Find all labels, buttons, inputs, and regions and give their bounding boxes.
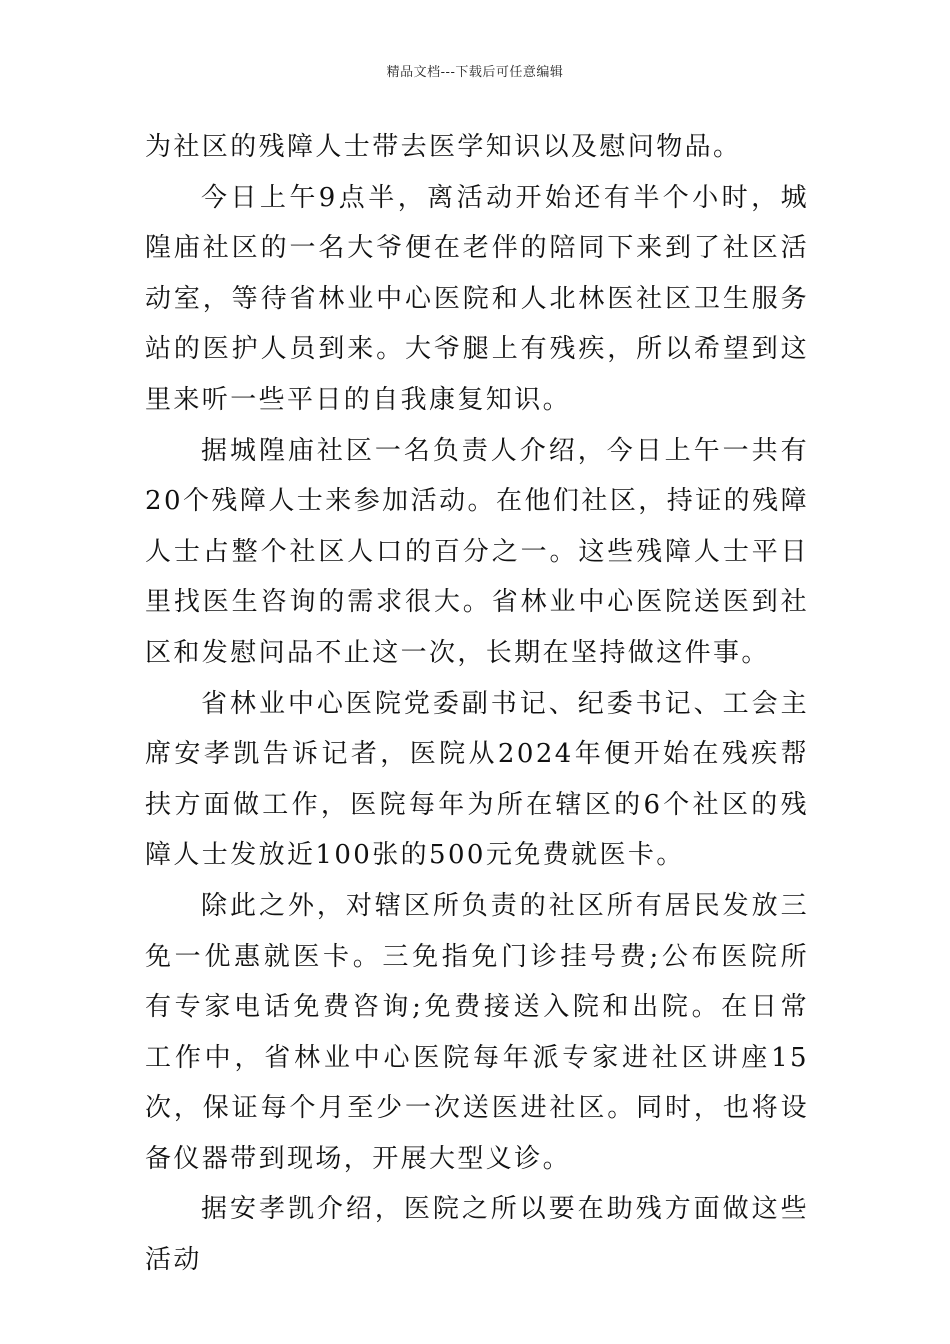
article-body [145,122,809,1286]
paragraph-continuation: 为社区的残障人士带去医学知识以及慰问物品。 [145,132,742,162]
paragraph: 省林业中心医院党委副书记、纪委书记、工会主席安孝凯告诉记者，医院从2024年便开始在残疾帮扶方面做工作，医院每年为所在辖区的6个社区的残障人士发放近100张的500元免费就医卡。 [145,688,809,871]
paragraph: 据城隍庙社区一名负责人介绍，今日上午一共有20个残障人士来参加活动。在他们社区，持证的残障人士占整个社区人口的百分之一。这些残障人士平日里找医生咨询的需求很大。省林业中心医院送医到社区和发慰问品不止这一次，长期在坚持做这件事。 [145,435,809,668]
paragraph: 今日上午9点半，离活动开始还有半个小时，城隍庙社区的一名大爷便在老伴的陪同下来到了社区活动室，等待省林业中心医院和人北林医社区卫生服务站的医护人员到来。大爷腿上有残疾，所以希望到这里来听一些平日的自我康复知识。 [145,182,809,415]
paragraph: 除此之外，对辖区所负责的社区所有居民发放三免一优惠就医卡。三免指免门诊挂号费;公布医院所有专家电话免费咨询;免费接送入院和出院。在日常工作中，省林业中心医院每年派专家进社区讲座15次，保证每个月至少一次送医进社区。同时，也将设备仪器带到现场，开展大型义诊。 [145,890,809,1174]
page-header: 精品文档---下载后可任意编辑 [386,65,564,80]
paragraph: 据安孝凯介绍，医院之所以要在助残方面做这些活动 [145,1194,809,1276]
